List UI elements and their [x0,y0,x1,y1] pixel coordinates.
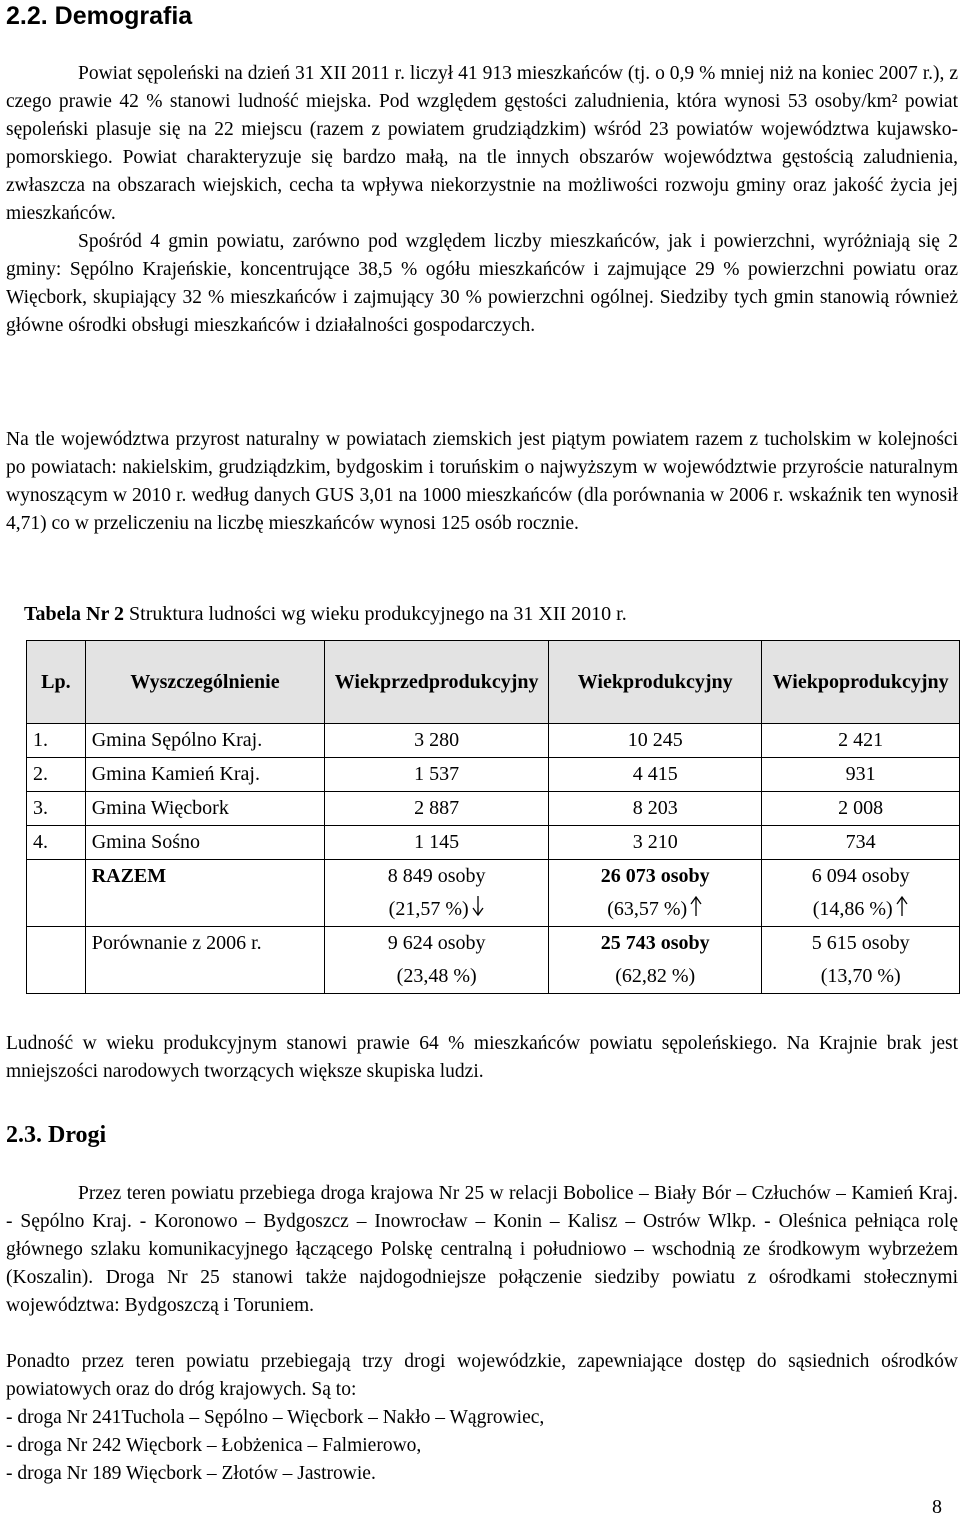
header-productive [549,641,762,724]
population-table [26,640,960,994]
cell-name: Gmina Sośno [85,826,325,860]
total-prod-count: 26 073 osoby [600,865,710,887]
compare-pre-count: 9 624 osoby [387,932,486,954]
table-row [27,758,960,792]
total-pre-count: 8 849 osoby [387,865,486,887]
cell-preproductive: 1 537 [325,758,549,792]
compare-post-count: 5 615 osoby [811,932,910,954]
list-item: - droga Nr 242 Więcbork – Łobżenica – Falmierowo, [6,1435,422,1456]
cell-lp: 4. [27,826,86,860]
cell-lp-empty [27,860,86,927]
cell-compare-postproductive [762,927,960,994]
paragraph-population: Powiat sępoleński na dzień 31 XII 2011 r. liczył 41 913 mieszkańców (tj. o 0,9 % mniej niż na koniec 2007 r.), z czego prawie 42 % stanowi ludność miejska. Pod względem gęstości zaludnienia, która wynosi 53 osoby/km² powiat sępoleński plasuje się na 22 miejscu (razem z powiatem grudziądzkim) wśród 23 powiatów województwa kujawsko-pomorskiego. Powiat charakteryzuje się bardzo małą, na tle innych obszarów województwa gęstością zaludnienia, zwłaszcza na obszarach wiejskich, cecha ta wpływa niekorzystnie na możliwości rozwoju gminy oraz jakość życia jej mieszkańców. [6,63,958,224]
arrow-down-icon [471,895,485,917]
compare-prod-count: 25 743 osoby [600,932,710,954]
compare-post-share: (13,70 %) [820,965,901,987]
header-lp: Lp. [27,641,86,724]
total-prod-share-line [549,893,761,926]
cell-compare-preproductive [325,927,549,994]
total-pre-share: (21,57 %) [388,898,469,920]
table-row-total [27,860,960,927]
total-post-count: 6 094 osoby [811,865,910,887]
section-title-drogi: 2.3. Drogi [6,1122,107,1148]
cell-postproductive: 2 008 [762,792,960,826]
cell-total-preproductive [325,860,549,927]
header-productive-line1: Wiek [577,671,623,693]
cell-total-label [85,860,325,927]
cell-productive: 8 203 [549,792,762,826]
demografia-text [6,60,958,340]
paragraph-national-road: Przez teren powiatu przebiega droga krajowa Nr 25 w relacji Bobolice – Biały Bór – Człuchów – Kamień Kraj. - Sępólno Kraj. - Koronowo – Bydgoszcz – Inowrocław – Konin – Kalisz – Ostrów Wlkp. - Oleśnica pełniąca rolę głównego szlaku komunikacyjnego łączącego Polskę centralną i południowo – wschodnią ze środkowym wybrzeżem (Koszalin). Droga Nr 25 stanowi także najdogodniejsze połączenie siedziby powiatu z ośrodkami stołecznymi województwa: Bydgoszczą i Toruniem. [6,1183,958,1316]
header-name: Wyszczególnienie [85,641,325,724]
cell-postproductive: 2 421 [762,724,960,758]
cell-productive: 4 415 [549,758,762,792]
table-caption-label: Tabela Nr 2 [24,603,125,625]
header-preproductive-line1: Wiek [334,671,380,693]
paragraph-after-table: Ludność w wieku produkcyjnym stanowi prawie 64 % mieszkańców powiatu sępoleńskiego. Na Krajnie brak jest mniejszości narodowych tworzących większe skupiska ludzi. [6,1033,958,1082]
cell-postproductive: 931 [762,758,960,792]
header-postproductive [762,641,960,724]
cell-name: Gmina Więcbork [85,792,325,826]
total-prod-share: (63,57 %) [607,898,688,920]
cell-compare-productive [549,927,762,994]
header-postproductive-line2: poprodukcyjny [817,671,949,693]
total-pre-share-line [325,893,548,926]
list-item: - droga Nr 189 Więcbork – Złotów – Jastrowie. [6,1463,376,1484]
paragraph-voivodeship-roads: Ponadto przez teren powiatu przebiegają trzy drogi wojewódzkie, zapewniające dostęp do sąsiednich ośrodków powiatowych oraz do dróg krajowych. Są to: [6,1351,958,1400]
table-row [27,826,960,860]
cell-productive: 3 210 [549,826,762,860]
cell-preproductive: 2 887 [325,792,549,826]
table-caption-text: Struktura ludności wg wieku produkcyjnego na 31 XII 2010 r. [124,603,627,625]
total-label: RAZEM [91,865,167,887]
cell-name: Gmina Sępólno Kraj. [85,724,325,758]
cell-preproductive: 1 145 [325,826,549,860]
cell-lp: 1. [27,724,86,758]
header-preproductive [325,641,549,724]
cell-postproductive: 734 [762,826,960,860]
compare-pre-share: (23,48 %) [396,965,477,987]
arrow-up-icon [895,895,909,917]
list-item: - droga Nr 241Tuchola – Sępólno – Więcbork – Nakło – Wągrowiec, [6,1407,545,1428]
voivodeship-roads [6,1348,958,1488]
cell-productive: 10 245 [549,724,762,758]
table-row-compare [27,927,960,994]
total-post-share-line [762,893,959,926]
page-number: 8 [932,1496,942,1518]
header-postproductive-line1: Wiek [772,671,818,693]
cell-lp: 3. [27,792,86,826]
header-productive-line2: produkcyjny [622,671,733,693]
compare-prod-share: (62,82 %) [615,965,696,987]
cell-preproductive: 3 280 [325,724,549,758]
paragraph-natural-growth: Na tle województwa przyrost naturalny w powiatach ziemskich jest piątym powiatem razem z tucholskim w kolejności po powiatach: nakielskim, grudziądzkim, bydgoskim i toruńskim o najwyższym w województwie przyroście naturalnym wynoszącym w 2010 r. według danych GUS 3,01 na 1000 mieszkańców (dla porównania w 2006 r. wskaźnik ten wynosił 4,71) co w przeliczeniu na liczbę mieszkańców wynosi 125 osób rocznie. [6,429,958,534]
cell-total-postproductive [762,860,960,927]
arrow-up-icon [689,895,703,917]
total-post-share: (14,86 %) [812,898,893,920]
paragraph-gminy: Spośród 4 gmin powiatu, zarówno pod względem liczby mieszkańców, jak i powierzchni, wyróżniają się 2 gminy: Sępólno Krajeńskie, koncentrujące 38,5 % ogółu mieszkańców i zajmujące 29 % powierzchni powiatu oraz Więcbork, skupiający 32 % mieszkańców i zajmujący 30 % powierzchni ogólnej. Siedziby tych gmin stanowią również główne ośrodki obsługi mieszkańców i działalności gospodarczych. [6,231,958,336]
section-title-demografia: 2.2. Demografia [6,2,193,30]
table-header-row [27,641,960,724]
table-row [27,724,960,758]
header-preproductive-line2: przedprodukcyjny [380,671,539,693]
compare-label: Porównanie z 2006 r. [91,932,262,954]
cell-compare-label [85,927,325,994]
cell-lp: 2. [27,758,86,792]
table-caption [24,600,627,628]
cell-name: Gmina Kamień Kraj. [85,758,325,792]
cell-total-productive [549,860,762,927]
table-row [27,792,960,826]
cell-lp-empty [27,927,86,994]
